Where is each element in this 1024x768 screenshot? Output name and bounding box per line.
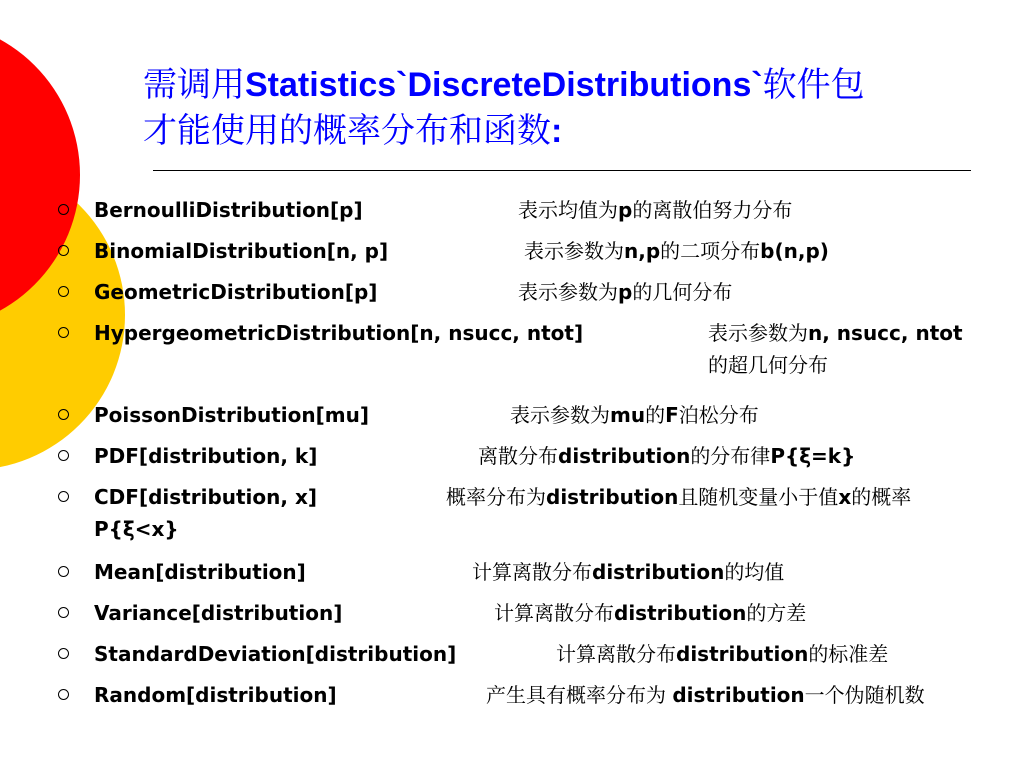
function-description: 表示参数为n, nsucc, ntot [708,321,963,345]
function-description: 计算离散分布distribution的标准差 [556,642,889,666]
function-description: 计算离散分布distribution的方差 [494,601,807,625]
title-divider [153,170,971,171]
title-line-1 [143,62,983,108]
function-description: 表示参数为mu的F泊松分布 [510,403,759,427]
bullet-icon [58,409,69,420]
bullet-icon [58,689,69,700]
title-colon: : [551,112,563,150]
title-text: 软件包 [762,65,865,105]
function-description: 表示均值为p的离散伯努力分布 [518,198,793,222]
function-signature: BernoulliDistribution[p] [94,198,363,222]
function-description: 表示参数为p的几何分布 [518,280,733,304]
function-description: 离散分布distribution的分布律P{ξ=k} [478,444,856,468]
function-signature: Variance[distribution] [94,601,343,625]
function-description: 表示参数为n,p的二项分布b(n,p) [524,239,829,263]
bullet-icon [58,607,69,618]
function-signature-continued: P{ξ<x} [94,517,179,541]
bullet-icon [58,204,69,215]
function-signature: StandardDeviation[distribution] [94,642,457,666]
function-signature: PDF[distribution, k] [94,444,318,468]
title-text: 才能使用的概率分布和函数 [143,111,551,151]
bullet-icon [58,450,69,461]
function-description: 计算离散分布distribution的均值 [472,560,785,584]
slide-title [143,62,983,154]
title-text: 需调用 [143,65,245,105]
bullet-icon [58,286,69,297]
bullet-icon [58,245,69,256]
title-line-2 [143,108,983,154]
title-package-name: Statistics`DiscreteDistributions` [245,66,763,104]
bullet-icon [58,648,69,659]
bullet-icon [58,566,69,577]
function-signature: HypergeometricDistribution[n, nsucc, ntot] [94,321,584,345]
bullet-icon [58,491,69,502]
function-signature: Mean[distribution] [94,560,306,584]
function-signature: GeometricDistribution[p] [94,280,378,304]
function-signature: Random[distribution] [94,683,337,707]
function-signature: CDF[distribution, x] [94,485,317,509]
function-signature: PoissonDistribution[mu] [94,403,369,427]
bullet-icon [58,327,69,338]
function-description-continued: 的超几何分布 [708,353,828,377]
function-description: 产生具有概率分布为 distribution一个伪随机数 [486,683,925,707]
function-description: 概率分布为distribution且随机变量小于值x的概率 [446,485,912,509]
function-signature: BinomialDistribution[n, p] [94,239,389,263]
